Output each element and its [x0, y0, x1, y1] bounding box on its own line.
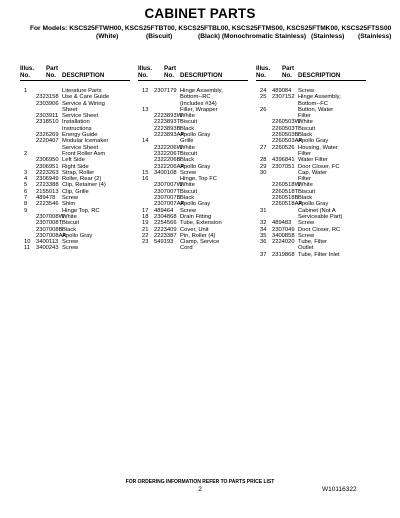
- part-description: Apollo Gray: [298, 138, 329, 145]
- illus-number: 29: [260, 163, 267, 170]
- illus-number: 32: [260, 220, 267, 227]
- illus-number: 9: [24, 207, 28, 214]
- illus-number: 5: [24, 182, 28, 189]
- part-number: 2307008B: [36, 226, 63, 233]
- part-row: [256, 252, 376, 258]
- part-number: 2260518T: [272, 188, 299, 195]
- part-description: Biscuit: [62, 220, 80, 227]
- part-description: Biscuit: [180, 150, 198, 157]
- header-illus-no: [20, 66, 34, 80]
- part-number: 2322206B: [154, 157, 181, 164]
- header-no: No.: [20, 71, 30, 79]
- part-description: Service Sheet: [62, 144, 99, 151]
- part-number: 2155013: [36, 188, 59, 195]
- part-description: Filler, Wrapper: [180, 106, 218, 113]
- parts-list: [138, 88, 258, 252]
- part-number: 2223387: [154, 232, 177, 239]
- part-description: Tube, Filter: [298, 239, 328, 246]
- part-number: 2223546: [36, 201, 59, 208]
- part-description: Screw: [298, 220, 315, 227]
- part-number: 2319868: [272, 251, 295, 258]
- illus-number: 6: [24, 188, 28, 195]
- part-number: 3400858: [272, 232, 295, 239]
- column-header: [138, 66, 258, 86]
- part-description: Apollo Gray: [298, 201, 329, 208]
- part-number: 2260503B: [272, 132, 299, 139]
- part-number: 2303906: [36, 100, 59, 107]
- part-number: 2260526: [272, 144, 295, 151]
- part-number: 2307008AP: [36, 232, 67, 239]
- part-description: Serviceable Part): [298, 213, 343, 220]
- header-description: DESCRIPTION: [62, 72, 105, 79]
- part-description: Door Closer, RC: [298, 226, 341, 233]
- illus-number: 21: [142, 226, 149, 233]
- part-description: Door Closer, FC: [298, 163, 340, 170]
- part-description: Filter: [298, 150, 311, 157]
- part-description: Screw: [180, 207, 197, 214]
- part-description: Clamp, Service: [180, 239, 220, 246]
- part-description: Installation: [62, 119, 90, 126]
- part-description: White: [62, 213, 77, 220]
- part-number: 2260518AP: [272, 201, 303, 208]
- column-header: [256, 66, 376, 86]
- part-number: 2326269: [36, 132, 59, 139]
- part-number: 2304868: [154, 213, 177, 220]
- illus-number: 31: [260, 207, 267, 214]
- part-number: 2306951: [36, 163, 59, 170]
- illus-number: 26: [260, 106, 267, 113]
- header-part: Part: [164, 65, 177, 72]
- part-description: Cord: [180, 245, 193, 252]
- part-description: Roller, Rear (2): [62, 176, 102, 183]
- part-number: 2307008T: [36, 220, 63, 227]
- illus-number: 35: [260, 232, 267, 239]
- illus-number: 4: [24, 176, 28, 183]
- part-number: 2307049: [272, 226, 295, 233]
- part-number: 2254566: [154, 220, 177, 227]
- part-description: Drain Fitting: [180, 213, 212, 220]
- part-description: Left Side: [62, 157, 85, 164]
- part-number: 3400113: [36, 239, 59, 246]
- part-description: Pin, Roller (4): [180, 232, 216, 239]
- part-number: 2223409: [154, 226, 177, 233]
- color-biscuit: (Biscuit): [146, 33, 173, 40]
- header-divider: [256, 80, 366, 81]
- part-description: Screw: [298, 232, 315, 239]
- part-description: Literature Parts: [62, 88, 102, 94]
- part-number: 2307007B: [154, 195, 181, 202]
- parts-list: [20, 88, 140, 252]
- part-description: Button, Water: [298, 106, 334, 113]
- part-number: 3400108: [154, 169, 177, 176]
- part-description: Bottom--FC: [298, 100, 328, 107]
- header-part-no: [46, 66, 58, 80]
- part-description: Modular Icemaker: [62, 138, 109, 145]
- header-illus-no: [138, 66, 152, 80]
- color-stainless: (Stainless): [311, 33, 345, 40]
- illus-number: 34: [260, 226, 267, 233]
- color-white: (White): [96, 33, 119, 40]
- part-description: (Includes #34): [180, 100, 217, 107]
- ordering-info-note: FOR ORDERING INFORMATION REFER TO PARTS PRICE LIST: [125, 479, 275, 485]
- part-description: Tube, Extension: [180, 220, 222, 227]
- part-description: Shim: [62, 201, 76, 208]
- header-illus: Illus.: [20, 65, 35, 72]
- illus-number: 24: [260, 88, 267, 94]
- document-number: W10116322: [322, 486, 357, 493]
- part-description: Clip, Retainer (4): [62, 182, 106, 189]
- illus-number: 18: [142, 213, 149, 220]
- part-description: Strap, Roller: [62, 169, 95, 176]
- part-description: Apollo Gray: [62, 232, 93, 239]
- header-divider: [20, 80, 130, 81]
- illus-number: 12: [142, 88, 149, 94]
- header-no: No.: [138, 71, 148, 79]
- part-description: Cap, Water: [298, 169, 328, 176]
- part-number: 2223893AP: [154, 132, 185, 139]
- header-illus-no: [256, 66, 270, 80]
- part-description: Screw: [62, 245, 79, 252]
- header-part-number: No.: [46, 71, 56, 79]
- part-description: White: [298, 182, 313, 189]
- header-illus: Illus.: [138, 65, 153, 72]
- part-description: Apollo Gray: [180, 163, 211, 170]
- parts-list: [256, 88, 376, 258]
- illus-number: 10: [24, 239, 31, 246]
- part-number: 2260518W: [272, 182, 301, 189]
- part-description: Apollo Gray: [180, 201, 211, 208]
- part-description: White: [180, 182, 195, 189]
- illus-number: 22: [142, 232, 149, 239]
- illus-number: 30: [260, 169, 267, 176]
- part-number: 2307051: [272, 163, 295, 170]
- part-description: Bottom--RC: [180, 94, 211, 101]
- illus-number: 37: [260, 251, 267, 258]
- part-description: Apollo Gray: [180, 132, 211, 139]
- part-number: 489483: [272, 220, 292, 227]
- illus-number: 27: [260, 144, 267, 151]
- part-description: Screw: [298, 88, 315, 94]
- illus-number: 19: [142, 220, 149, 227]
- color-stainless-2: (Stainless): [358, 33, 392, 40]
- part-description: Grille: [180, 138, 194, 145]
- part-description: Instructions: [62, 125, 92, 132]
- part-number: 4396841: [272, 157, 295, 164]
- illus-number: 23: [142, 239, 149, 246]
- header-description: DESCRIPTION: [180, 72, 223, 79]
- part-number: 489084: [272, 88, 292, 94]
- illus-number: 7: [24, 195, 28, 202]
- part-description: Screw: [62, 195, 79, 202]
- part-description: Filter: [298, 176, 311, 183]
- part-description: Black: [298, 195, 313, 202]
- part-description: Biscuit: [180, 119, 198, 126]
- part-description: Energy Guide: [62, 132, 98, 139]
- part-number: 2307007W: [154, 182, 183, 189]
- illus-number: 28: [260, 157, 267, 164]
- part-description: Hinge Assembly,: [180, 88, 223, 94]
- part-number: 2220407: [36, 138, 59, 145]
- part-description: Black: [298, 132, 313, 139]
- part-row: [20, 245, 140, 251]
- header-part-number: No.: [164, 71, 174, 79]
- part-number: 2223263: [36, 169, 59, 176]
- illus-number: 8: [24, 201, 28, 208]
- part-number: 2223388: [36, 182, 59, 189]
- header-description: DESCRIPTION: [298, 72, 341, 79]
- part-description: Hinge Assembly,: [298, 94, 341, 101]
- header-illus: Illus.: [256, 65, 271, 72]
- part-number: 2260503AP: [272, 138, 303, 145]
- illus-number: 16: [142, 176, 149, 183]
- part-description: Clip, Grille: [62, 188, 89, 195]
- part-description: Biscuit: [180, 188, 198, 195]
- header-no: No.: [256, 71, 266, 79]
- part-number: 2322206AP: [154, 163, 185, 170]
- part-description: Biscuit: [298, 125, 316, 132]
- part-description: Front Roller Asm: [62, 150, 106, 157]
- part-number: 2260503T: [272, 125, 299, 132]
- header-part: Part: [282, 65, 295, 72]
- part-number: 2303911: [36, 113, 59, 120]
- part-description: Service Sheet: [62, 113, 99, 120]
- part-description: Right Side: [62, 163, 89, 170]
- part-number: 2223893T: [154, 119, 181, 126]
- part-description: Black: [180, 157, 195, 164]
- part-number: 2307007T: [154, 188, 181, 195]
- part-description: Housing, Water: [298, 144, 338, 151]
- header-divider: [138, 80, 248, 81]
- column-header: [20, 66, 140, 86]
- part-description: Screw: [180, 169, 197, 176]
- part-number: 489464: [154, 207, 174, 214]
- part-number: 2223893B: [154, 125, 181, 132]
- part-description: Hinge Top, RC: [62, 207, 100, 214]
- illus-number: 2: [24, 150, 28, 157]
- illus-number: 25: [260, 94, 267, 101]
- illus-number: 36: [260, 239, 267, 246]
- illus-number: 3: [24, 169, 28, 176]
- illus-number: 15: [142, 169, 149, 176]
- illus-number: 13: [142, 106, 149, 113]
- page-number: 2: [198, 486, 202, 493]
- part-description: Screw: [62, 239, 79, 246]
- part-number: 549193: [154, 239, 174, 246]
- header-part-no: [164, 66, 176, 80]
- part-number: 2318510: [36, 119, 59, 126]
- part-description: Outlet: [298, 245, 314, 252]
- part-description: White: [180, 113, 195, 120]
- part-description: Black: [180, 125, 195, 132]
- header-part-no: [282, 66, 294, 80]
- header-part: Part: [46, 65, 59, 72]
- part-number: 3400243: [36, 245, 59, 252]
- part-description: White: [180, 144, 195, 151]
- part-description: Black: [62, 226, 77, 233]
- part-number: 2307152: [272, 94, 295, 101]
- part-description: Cabinet (Not A: [298, 207, 336, 214]
- part-description: Use & Care Guide: [62, 94, 110, 101]
- part-description: Water Filter: [298, 157, 328, 164]
- part-description: Filter: [298, 113, 311, 120]
- illus-number: 14: [142, 138, 149, 145]
- part-description: Black: [180, 195, 195, 202]
- part-number: 2307179: [154, 88, 177, 94]
- part-number: 2223893W: [154, 113, 183, 120]
- part-number: 2260518B: [272, 195, 299, 202]
- part-description: White: [298, 119, 313, 126]
- illus-number: 17: [142, 207, 149, 214]
- part-description: Cover, Unit: [180, 226, 209, 233]
- part-number: 2323158: [36, 94, 59, 101]
- part-number: 489478: [36, 195, 56, 202]
- part-description: Service & Wiring: [62, 100, 105, 107]
- part-row: [138, 245, 258, 251]
- part-number: 2322206W: [154, 144, 183, 151]
- part-description: Sheet: [62, 106, 78, 113]
- header-part-number: No.: [282, 71, 292, 79]
- part-description: Biscuit: [298, 188, 316, 195]
- part-number: 2307007AP: [154, 201, 185, 208]
- part-number: 2322206T: [154, 150, 181, 157]
- part-number: 2307008W: [36, 213, 65, 220]
- color-black-monochromatic: (Black) (Monochromatic Stainless): [198, 33, 307, 40]
- part-description: Tube, Filter Inlet: [298, 251, 340, 258]
- page-title: CABINET PARTS: [144, 6, 256, 21]
- illus-number: 1: [24, 88, 28, 94]
- models-line: For Models: KSCS25FTWH00, KSCS25FTBT00, KSCS25FTBL00, KSCS25FTMS00, KSCS25FTMK00, KSCS25FTSS00: [30, 25, 392, 32]
- illus-number: 11: [24, 245, 31, 252]
- part-number: 2260503W: [272, 119, 301, 126]
- part-description: Hinge, Top FC: [180, 176, 217, 183]
- part-number: 2306949: [36, 176, 59, 183]
- part-number: 2224020: [272, 239, 295, 246]
- part-number: 2306950: [36, 157, 59, 164]
